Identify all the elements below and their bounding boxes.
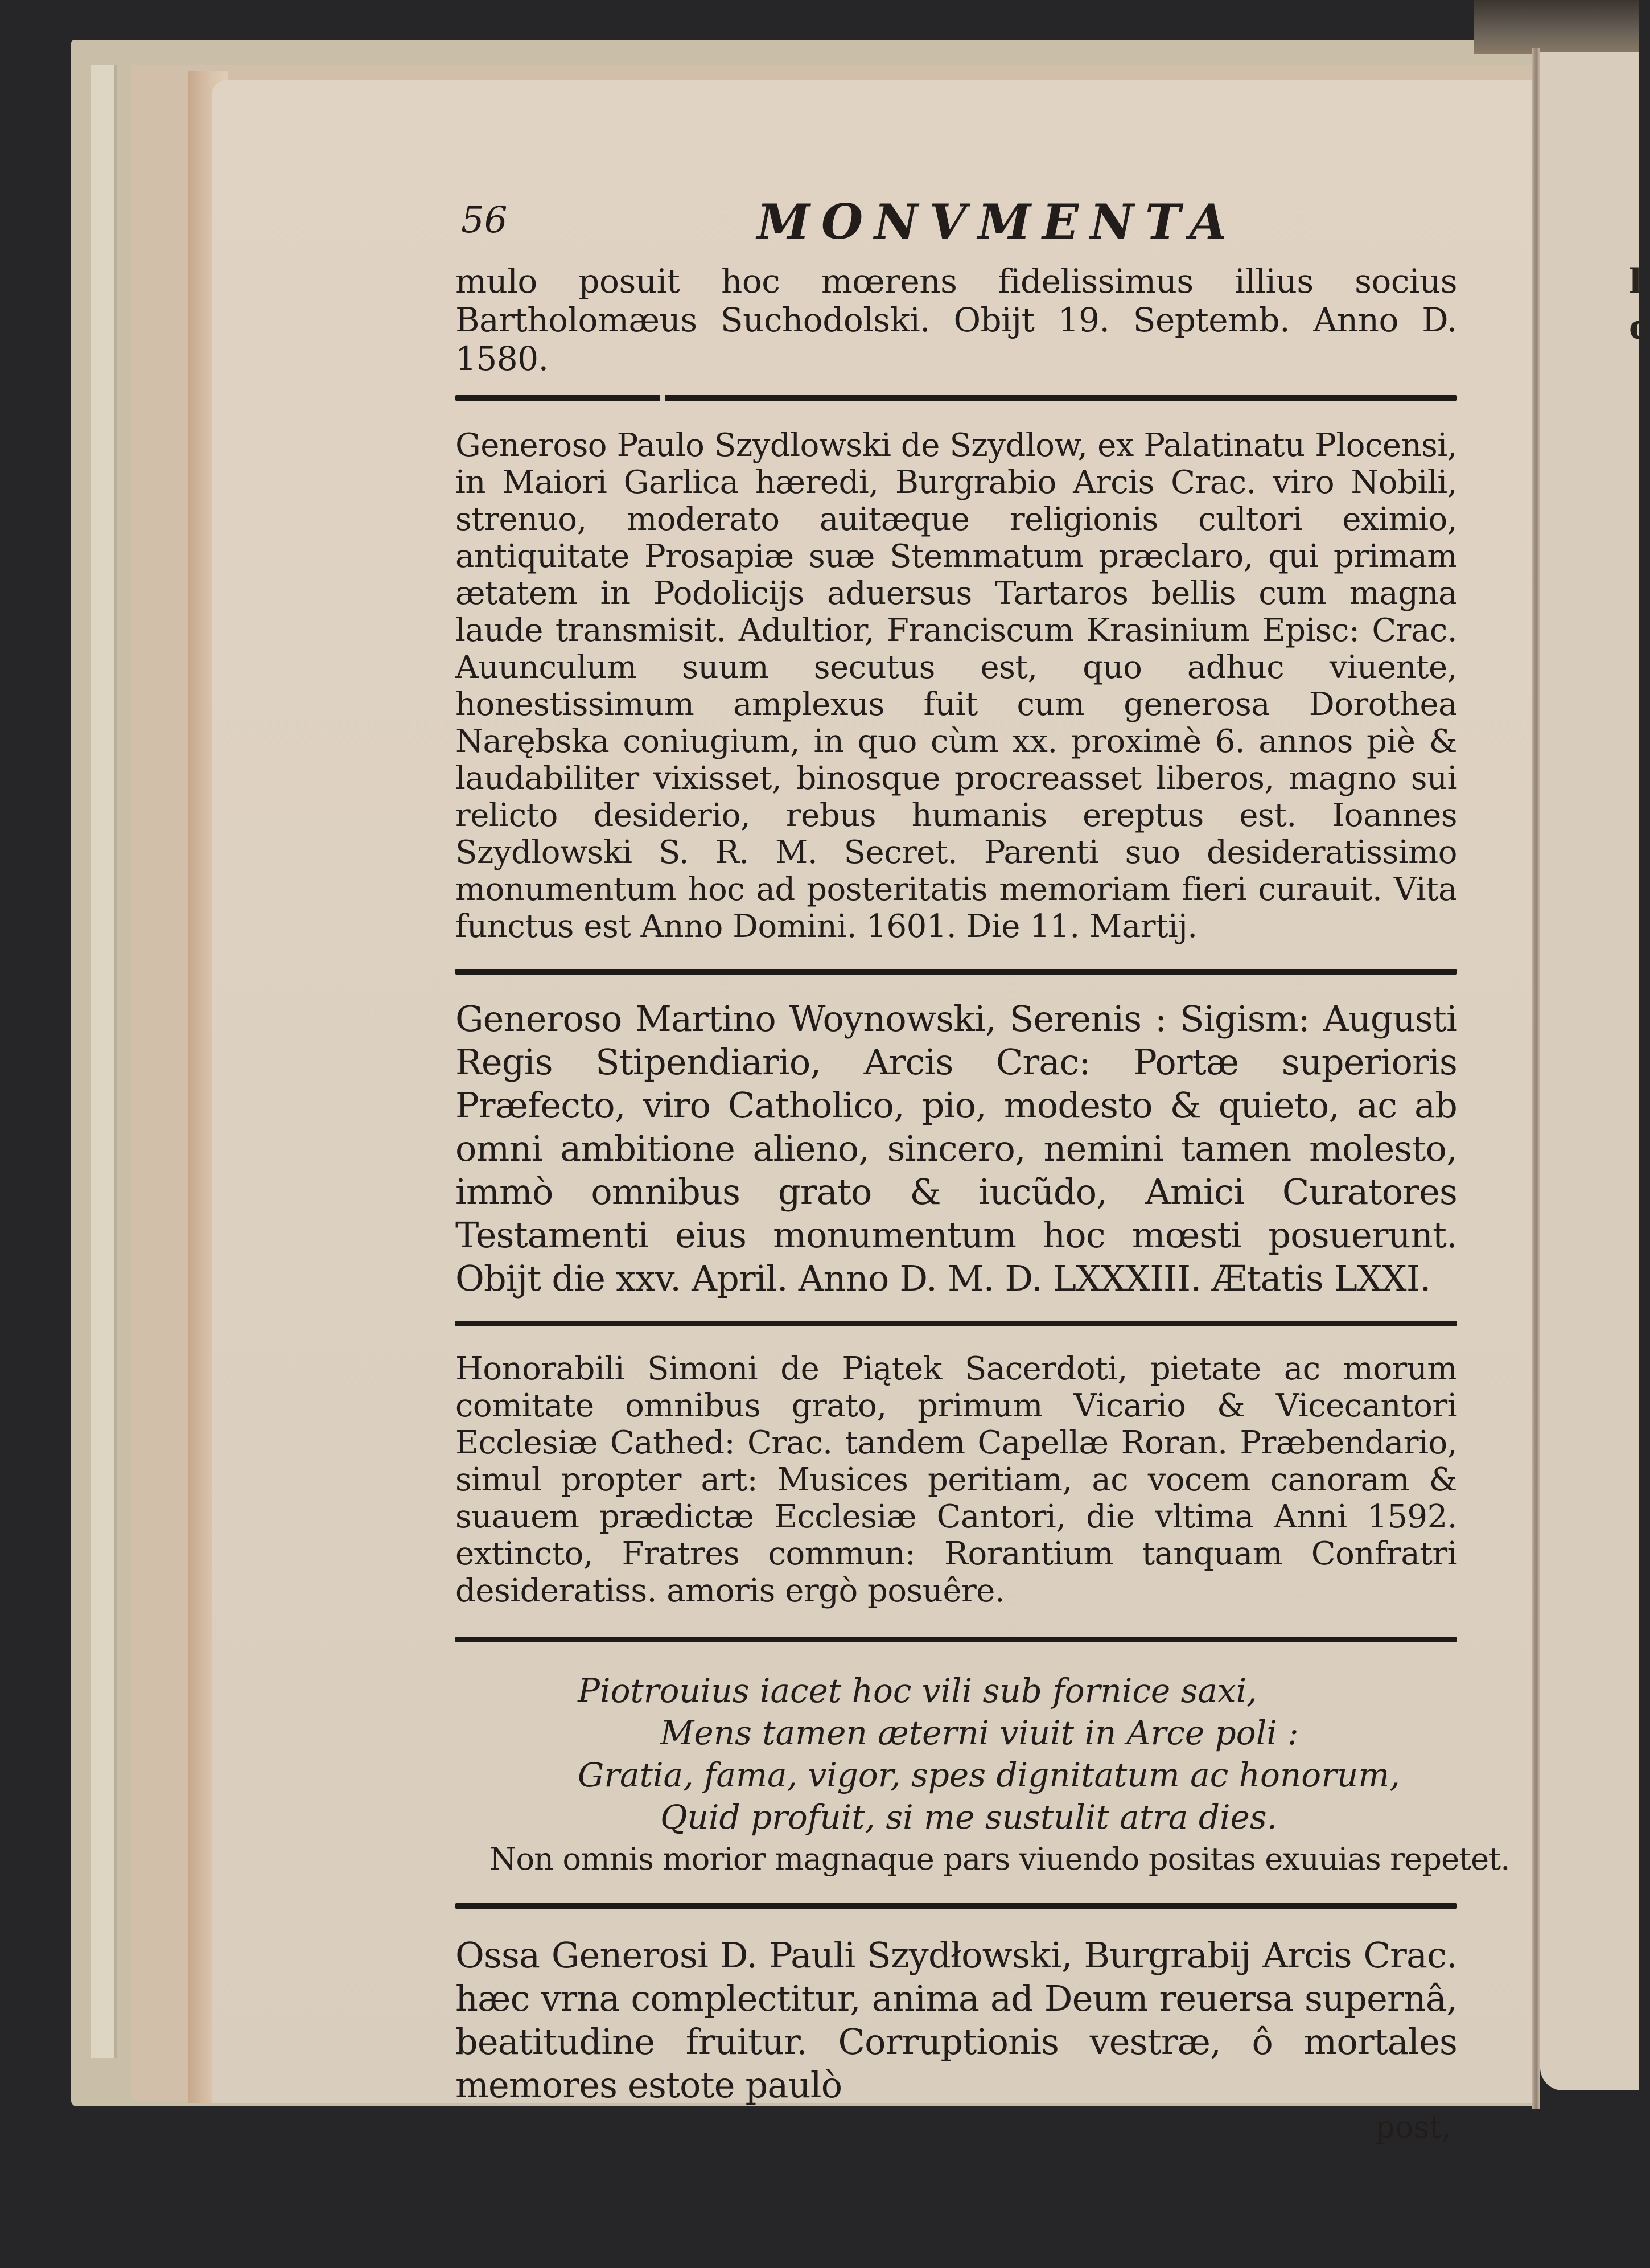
divider <box>455 395 1457 401</box>
epitaph-szydlowski-ossa: Ossa Generosi D. Pauli Szydłowski, Burgrabij Arcis Crac. hæc vrna complectitur, anima ad Deum reuersa supernâ, beatitudine fruitur. Corruptionis vestræ, ô mortales memores estote paulò <box>455 1934 1457 2106</box>
page-content <box>455 194 1510 2145</box>
facing-page-fragment: c <box>1629 307 1650 347</box>
catchword: post, <box>1375 2109 1451 2145</box>
verse-line: Gratia, fama, vigor, spes dignitatum ac honorum, <box>578 1756 1400 1794</box>
epitaph-woynowski: Generoso Martino Woynowski, Serenis : Sigism: Augusti Regis Stipendiario, Arcis Crac: Portæ superioris Præfecto, viro Catholico, pio, modesto & quieto, ac ab omni ambitione alieno, sincero, nemini tamen molesto, immò omnibus grato & iucũdo, Amici Curatores Testamenti eius monumentum hoc mœsti posuerunt. Obijt die xxv. April. Anno D. M. D. LXXXIII. Ætatis LXXI. <box>455 998 1457 1299</box>
running-title: MONVMENTA <box>757 194 1238 250</box>
epitaph-continuation: mulo posuit hoc mœrens fidelissimus illius socius Bartholomæus Suchodolski. Obijt 19. Septemb. Anno D. 1580. <box>455 262 1457 378</box>
cover-edge <box>91 65 117 2058</box>
facing-page-fragment: l <box>1629 262 1642 302</box>
verse-line: Piotrouius iacet hoc vili sub fornice saxi, <box>578 1671 1257 1710</box>
divider <box>455 1321 1457 1326</box>
epitaph-verse-piotrowius <box>455 1670 1510 1880</box>
divider <box>455 969 1457 975</box>
epitaph-szydlowski-paulus: Generoso Paulo Szydlowski de Szydlow, ex Palatinatu Plocensi, in Maiori Garlica hæredi, Burgrabio Arcis Crac. viro Nobili, strenuo, moderato auitæque religionis cultori eximio, antiquitate Prosapiæ suæ Stemmatum præclaro, qui primam ætatem in Podolicijs aduersus Tartaros bellis cum magna laude transmisit. Adultior, Franciscum Krasinium Episc: Crac. Auunculum suum secutus est, quo adhuc viuente, honestissimum amplexus fuit cum generosa Dorothea Narębska coniugium, in quo cùm xx. proximè 6. annos piè & laudabiliter vixisset, binosque procreasset liberos, magno sui relicto desiderio, rebus humanis ereptus est. Ioannes Szydlowski S. R. M. Secret. Parenti suo desideratissimo monumentum hoc ad posteritatis memoriam fieri curauit. Vita functus est Anno Domini. 1601. Die 11. Martij. <box>455 427 1457 945</box>
page-number: 56 <box>461 199 508 241</box>
gutter <box>1532 48 1540 2109</box>
divider <box>455 1637 1457 1642</box>
facing-page <box>1540 52 1639 2090</box>
verse-line: Quid profuit, si me sustulit atra dies. <box>660 1798 1278 1836</box>
divider <box>455 1903 1457 1909</box>
verse-line: Mens tamen æterni viuit in Arce poli : <box>660 1714 1299 1752</box>
headband <box>1474 0 1639 54</box>
verse-line: Non omnis morior magnaque pars viuendo positas exuuias repetet. <box>489 1841 1510 1877</box>
epitaph-piatek: Honorabili Simoni de Piątek Sacerdoti, pietate ac morum comitate omnibus grato, primum Vicario & Vicecantori Ecclesiæ Cathed: Crac. tandem Capellæ Roran. Præbendario, simul propter art: Musices peritiam, ac vocem canoram & suauem prædictæ Ecclesiæ Cantori, die vltima Anni 1592. extincto, Fratres commun: Rorantium tanquam Confratri desideratiss. amoris ergò posuêre. <box>455 1350 1457 1609</box>
running-head <box>455 194 1457 262</box>
